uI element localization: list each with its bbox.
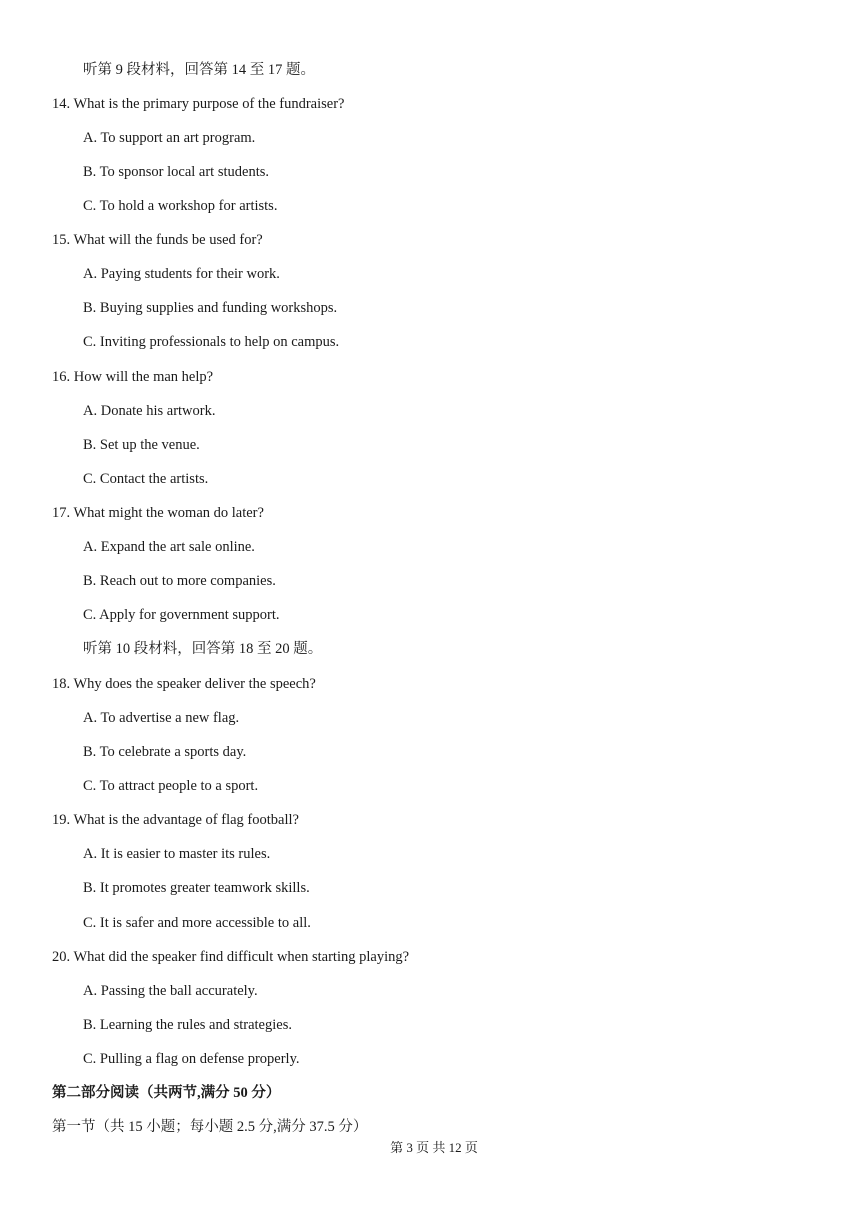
question-19-option-b: B. It promotes greater teamwork skills. bbox=[83, 880, 310, 896]
question-18-option-c: C. To attract people to a sport. bbox=[83, 778, 259, 794]
page-number-label: 第 3 页 共 12 页 bbox=[390, 1140, 478, 1155]
question-15-stem: 15. What will the funds be used for? bbox=[52, 232, 263, 248]
question-19-option-a: A. It is easier to master its rules. bbox=[83, 846, 271, 862]
listening-intro-10: 听第 10 段材料，回答第 18 至 20 题。 bbox=[83, 641, 323, 657]
question-15-option-b: B. Buying supplies and funding workshops. bbox=[83, 300, 338, 316]
question-16-stem: 16. How will the man help? bbox=[52, 369, 214, 385]
page-footer bbox=[0, 1140, 868, 1156]
question-20-stem: 20. What did the speaker find difficult when starting playing? bbox=[52, 949, 410, 965]
question-18-stem: 18. Why does the speaker deliver the speech? bbox=[52, 676, 316, 692]
question-16-option-b: B. Set up the venue. bbox=[83, 437, 200, 453]
question-20-option-a: A. Passing the ball accurately. bbox=[83, 983, 258, 999]
question-17-option-c: C. Apply for government support. bbox=[83, 607, 280, 623]
question-17-option-b: B. Reach out to more companies. bbox=[83, 573, 276, 589]
question-15-option-a: A. Paying students for their work. bbox=[83, 266, 280, 282]
part-two-heading: 第二部分阅读（共两节,满分 50 分） bbox=[52, 1085, 281, 1101]
section-one-heading: 第一节（共 15 小题；每小题 2.5 分,满分 37.5 分） bbox=[52, 1119, 368, 1135]
question-19-stem: 19. What is the advantage of flag football? bbox=[52, 812, 299, 828]
question-14-option-a: A. To support an art program. bbox=[83, 130, 256, 146]
listening-intro-9: 听第 9 段材料，回答第 14 至 17 题。 bbox=[83, 62, 315, 78]
question-17-stem: 17. What might the woman do later? bbox=[52, 505, 264, 521]
question-19-option-c: C. It is safer and more accessible to all. bbox=[83, 915, 311, 931]
question-15-option-c: C. Inviting professionals to help on campus. bbox=[83, 334, 340, 350]
question-18-option-b: B. To celebrate a sports day. bbox=[83, 744, 247, 760]
question-16-option-a: A. Donate his artwork. bbox=[83, 403, 216, 419]
question-17-option-a: A. Expand the art sale online. bbox=[83, 539, 255, 555]
question-20-option-c: C. Pulling a flag on defense properly. bbox=[83, 1051, 300, 1067]
question-14-option-b: B. To sponsor local art students. bbox=[83, 164, 269, 180]
question-20-option-b: B. Learning the rules and strategies. bbox=[83, 1017, 292, 1033]
question-14-stem: 14. What is the primary purpose of the fundraiser? bbox=[52, 96, 345, 112]
question-18-option-a: A. To advertise a new flag. bbox=[83, 710, 240, 726]
question-14-option-c: C. To hold a workshop for artists. bbox=[83, 198, 278, 214]
question-16-option-c: C. Contact the artists. bbox=[83, 471, 209, 487]
